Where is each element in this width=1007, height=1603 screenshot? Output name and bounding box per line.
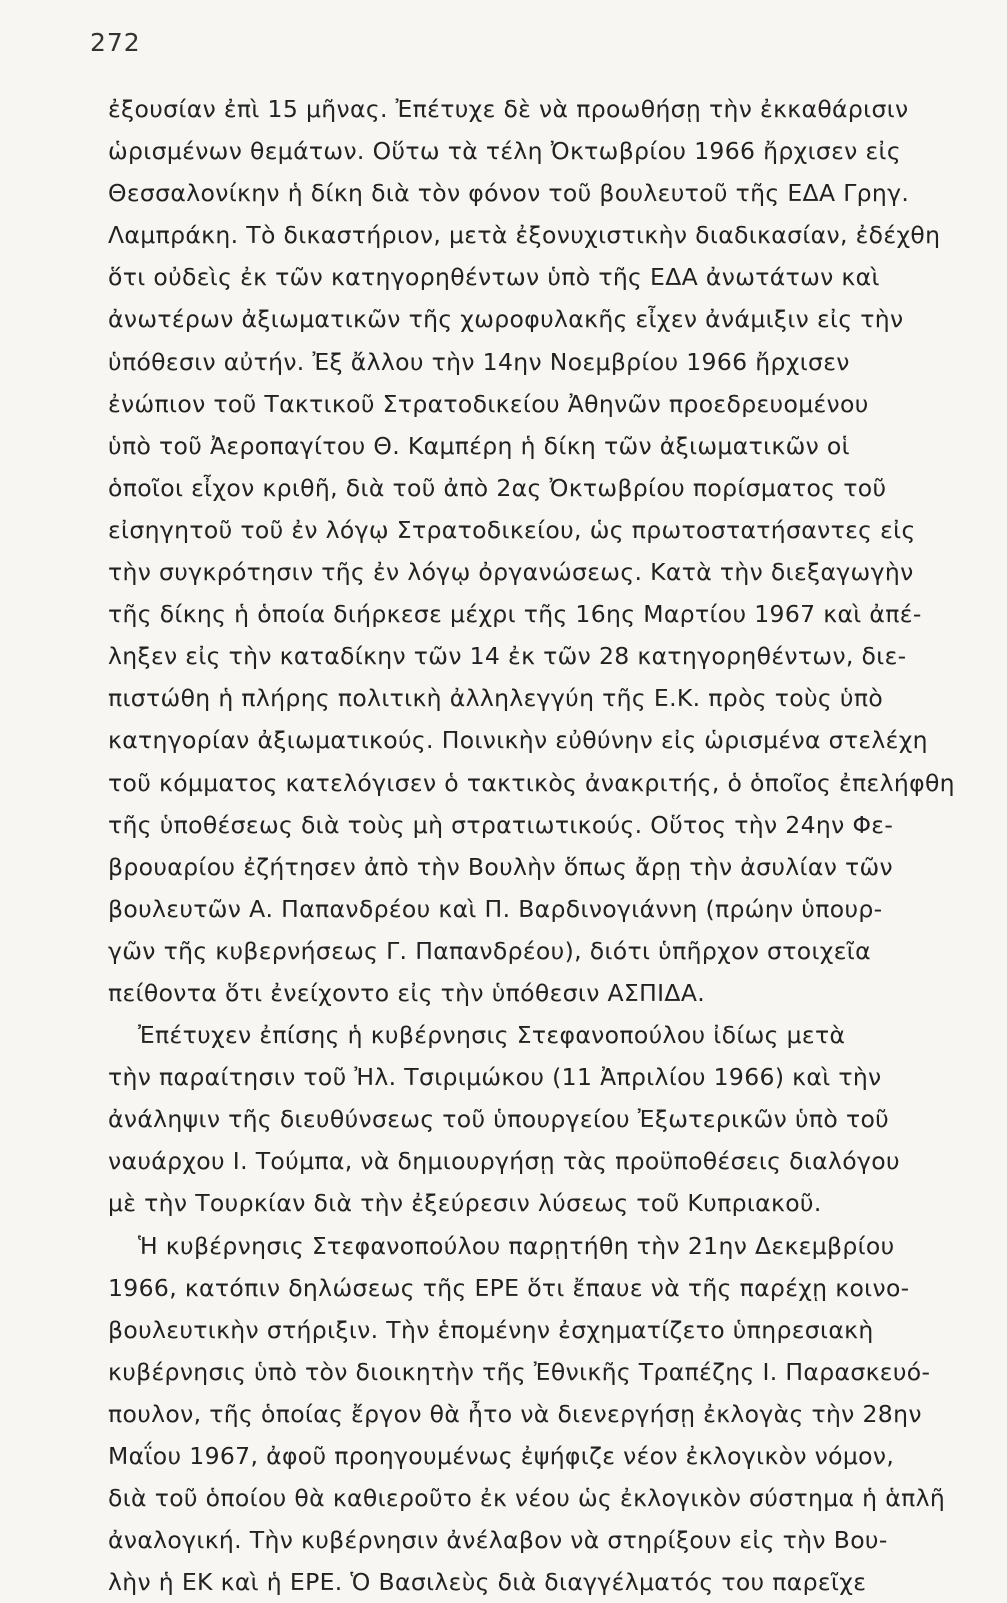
body-text [108,88,968,1603]
text-line: Ἐπέτυχεν ἐπίσης ἡ κυβέρνησις Στεφανοπούλου ἰδίως μετὰ [138,1021,846,1050]
text-line: Θεσσαλονίκην ἡ δίκη διὰ τὸν φόνον τοῦ βουλευτοῦ τῆς ΕΔΑ Γρηγ. [108,179,910,208]
text-line: τὴν συγκρότησιν τῆς ἐν λόγῳ ὀργανώσεως. Κατὰ τὴν διεξαγωγὴν [108,558,914,587]
text-line: εἰσηγητοῦ τοῦ ἐν λόγῳ Στρατοδικείου, ὡς πρωτοστατήσαντες εἰς [108,515,916,544]
text-line: κατηγορίαν ἀξιωματικούς. Ποινικὴν εὐθύνην εἰς ὡρισμένα στελέχη [108,726,928,755]
text-line: ὑπὸ τοῦ Ἀεροπαγίτου Θ. Καμπέρη ἡ δίκη τῶν ἀξιωματικῶν οἱ [108,431,850,460]
text-line: βρουαρίου ἐζήτησεν ἀπὸ τὴν Βουλὴν ὅπως ἄρῃ τὴν ἀσυλίαν τῶν [108,852,893,881]
text-line: μὲ τὴν Τουρκίαν διὰ τὴν ἐξεύρεσιν λύσεως τοῦ Κυπριακοῦ. [108,1189,822,1218]
text-line: Λαμπράκη. Τὸ δικαστήριον, μετὰ ἐξονυχιστικὴν διαδικασίαν, ἐδέχθη [108,221,941,250]
text-line: πείθοντα ὅτι ἐνείχοντο εἰς τὴν ὑπόθεσιν ΑΣΠΙΔΑ. [108,978,706,1007]
text-line: ὅτι οὐδεὶς ἐκ τῶν κατηγορηθέντων ὑπὸ τῆς ΕΔΑ ἀνωτάτων καὶ [108,263,880,292]
text-line: τὴν παραίτησιν τοῦ Ἠλ. Τσιριμώκου (11 Ἀπριλίου 1966) καὶ τὴν [108,1063,882,1092]
text-line: Μαΐου 1967, ἀφοῦ προηγουμένως ἐψήφιζε νέον ἐκλογικὸν νόμον, [108,1442,895,1470]
text-line: ἐξουσίαν ἐπὶ 15 μῆνας. Ἐπέτυχε δὲ νὰ προωθήσῃ τὴν ἐκκαθάρισιν [108,95,909,123]
text-line: ὡρισμένων θεμάτων. Οὕτω τὰ τέλη Ὀκτωβρίου 1966 ἤρχισεν εἰς [108,137,901,166]
text-line: ἐνώπιον τοῦ Τακτικοῦ Στρατοδικείου Ἀθηνῶν προεδρευομένου [108,389,869,418]
text-line: Ἡ κυβέρνησις Στεφανοπούλου παρῃτήθη τὴν 21ην Δεκεμβρίου [138,1231,895,1260]
text-line: ὁποῖοι εἶχον κριθῆ, διὰ τοῦ ἀπὸ 2ας Ὀκτωβρίου πορίσματος τοῦ [108,473,887,502]
text-line: ἀνωτέρων ἀξιωματικῶν τῆς χωροφυλακῆς εἶχεν ἀνάμιξιν εἰς τὴν [108,305,904,334]
text-line: ἀναλογική. Τὴν κυβέρνησιν ἀνέλαβον νὰ στηρίξουν εἰς τὴν Βου- [108,1526,888,1555]
text-line: βουλευτικὴν στήριξιν. Τὴν ἑπομένην ἐσχηματίζετο ὑπηρεσιακὴ [108,1315,874,1344]
text-line: τοῦ κόμματος κατελόγισεν ὁ τακτικὸς ἀνακριτής, ὁ ὁποῖος ἐπελήφθη [108,768,955,797]
text-line: διὰ τοῦ ὁποίου θὰ καθιεροῦτο ἐκ νέου ὡς ἐκλογικὸν σύστημα ἡ ἁπλῆ [108,1484,946,1513]
text-line: τῆς ὑποθέσεως διὰ τοὺς μὴ στρατιωτικούς. Οὕτος τὴν 24ην Φε- [108,810,894,839]
text-line: πιστώθη ἡ πλήρης πολιτικὴ ἀλληλεγγύη τῆς Ε.Κ. πρὸς τοὺς ὑπὸ [108,684,884,713]
text-line: πουλον, τῆς ὁποίας ἔργον θὰ ἦτο νὰ διενεργήσῃ ἐκλογὰς τὴν 28ην [108,1399,922,1428]
text-line: κυβέρνησις ὑπὸ τὸν διοικητὴν τῆς Ἐθνικῆς Τραπέζης Ι. Παρασκευό- [108,1357,931,1386]
text-line: γῶν τῆς κυβερνήσεως Γ. Παπανδρέου), διότι ὑπῆρχον στοιχεῖα [108,936,871,965]
text-line: ὑπόθεσιν αὐτήν. Ἐξ ἄλλου τὴν 14ην Νοεμβρίου 1966 ἤρχισεν [108,347,850,376]
text-line: ναυάρχου Ι. Τούμπα, νὰ δημιουργήσῃ τὰς προϋποθέσεις διαλόγου [108,1147,900,1176]
text-line: ἀνάληψιν τῆς διευθύνσεως τοῦ ὑπουργείου Ἐξωτερικῶν ὑπὸ τοῦ [108,1105,890,1134]
text-line: λὴν ἡ ΕΚ καὶ ἡ ΕΡΕ. Ὁ Βασιλεὺς διὰ διαγγέλματός του παρεῖχε [108,1568,867,1597]
text-line: ληξεν εἰς τὴν καταδίκην τῶν 14 ἐκ τῶν 28 κατηγορηθέντων, διε- [108,642,907,671]
page-number: 272 [90,28,141,57]
text-line: 1966, κατόπιν δηλώσεως τῆς ΕΡΕ ὅτι ἔπαυε νὰ τῆς παρέχῃ κοινο- [108,1273,910,1302]
text-line: βουλευτῶν Α. Παπανδρέου καὶ Π. Βαρδινογιάννη (πρώην ὑπουρ- [108,894,883,923]
text-line: τῆς δίκης ἡ ὁποία διήρκεσε μέχρι τῆς 16ης Μαρτίου 1967 καὶ ἀπέ- [108,600,922,629]
